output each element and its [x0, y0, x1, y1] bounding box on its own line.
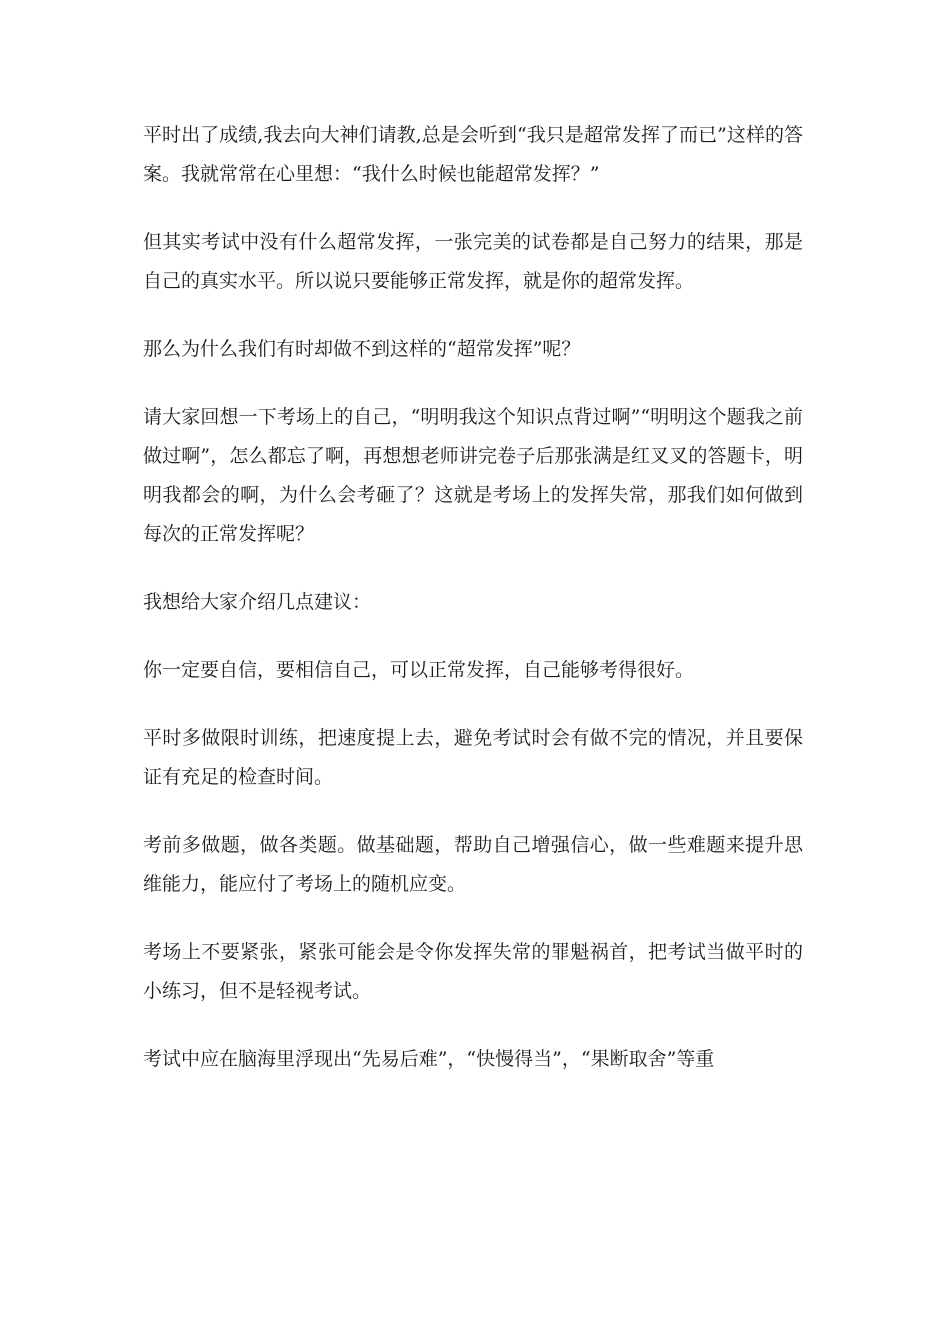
paragraph-1: 平时出了成绩,我去向大神们请教,总是会听到“我只是超常发挥了而已”这样的答案。我就常常在心里想：“我什么时候也能超常发挥？” [143, 124, 803, 185]
paragraph-4: 请大家回想一下考场上的自己，“明明我这个知识点背过啊”“明明这个题我之前做过啊”，怎么都忘了啊，再想想老师讲完卷子后那张满是红叉叉的答题卡，明明我都会的啊，为什么会考砸了？这就是考场上的发挥失常，那我们如何做到每次的正常发挥呢？ [143, 406, 803, 545]
paragraph-5: 我想给大家介绍几点建议： [143, 591, 372, 613]
paragraph-7: 平时多做限时训练，把速度提上去，避免考试时会有做不完的情况，并且要保证有充足的检查时间。 [143, 727, 803, 788]
paragraph-6: 你一定要自信，要相信自己，可以正常发挥，自己能够考得很好。 [143, 659, 695, 681]
paragraph-8: 考前多做题，做各类题。做基础题，帮助自己增强信心，做一些难题来提升思维能力，能应付了考场上的随机应变。 [143, 834, 803, 895]
paragraph-3: 那么为什么我们有时却做不到这样的“超常发挥”呢？ [143, 338, 581, 360]
paragraph-2: 但其实考试中没有什么超常发挥，一张完美的试卷都是自己努力的结果，那是自己的真实水平。所以说只要能够正常发挥，就是你的超常发挥。 [143, 231, 803, 292]
document-body [143, 116, 803, 1108]
paragraph-10: 考试中应在脑海里浮现出“先易后难”，“快慢得当”，“果断取舍”等重 [143, 1048, 715, 1070]
paragraph-9: 考场上不要紧张，紧张可能会是令你发挥失常的罪魁祸首，把考试当做平时的小练习，但不是轻视考试。 [143, 941, 803, 1002]
